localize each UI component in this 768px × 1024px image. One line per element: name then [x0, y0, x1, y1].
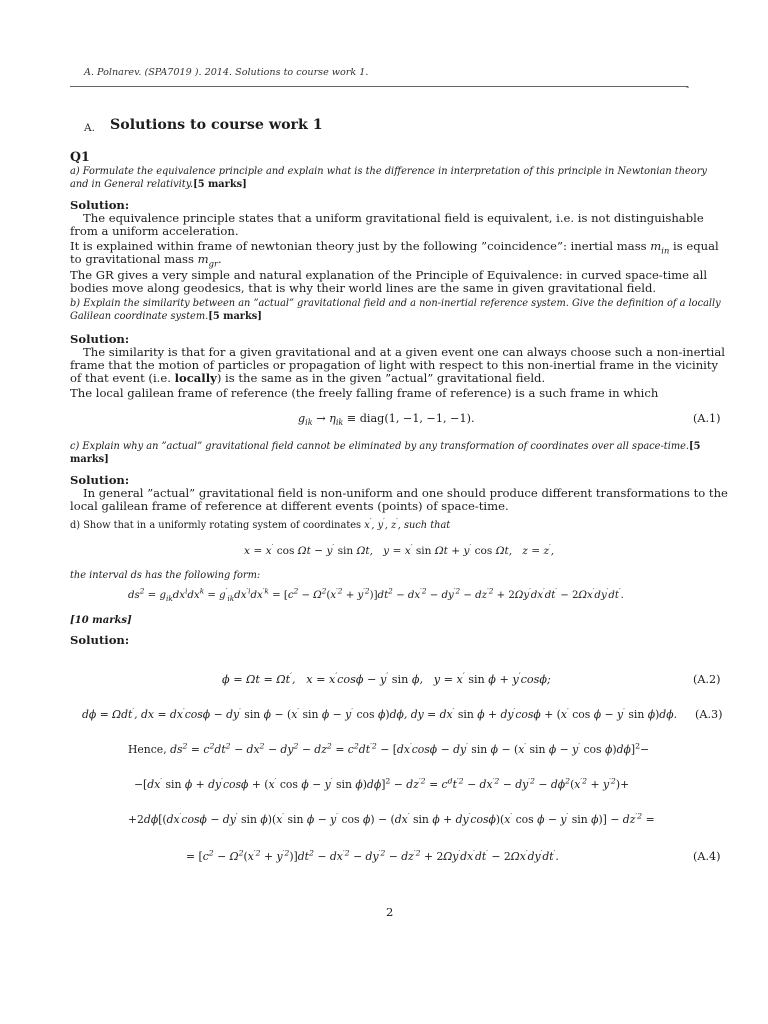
- question-d: [70, 516, 728, 533]
- equation-a2: ϕ = Ωt = Ωt′, x = x′cosϕ − y′ sin ϕ, y = x′ sin ϕ + y′cosϕ;: [222, 671, 551, 686]
- question-b-text: b) Explain the similarity between an ”actual” gravitational field and a non-inertial reference system. Give the definition of a locally Galilean coordinate system.: [70, 298, 721, 322]
- equation-a4-label: (A.4): [693, 850, 721, 863]
- equation-hence-line-2: −[dx′ sin ϕ + dy′cosϕ + (x′ cos ϕ − y′ $\sin \phi)d\phi]^2 - dz^{'2} = c^dt^{'2} - dx^{'2} - dy^{'2} - d\phi^2(x^{'2} + y^{'2})+$: [134, 776, 630, 791]
- solution-b-p1-bold: locally: [174, 371, 217, 385]
- solution-b-label: Solution:: [70, 332, 130, 346]
- question-a-text: a) Formulate the equivalence principle and explain what is the difference in interpretation of this principle in Newtonian theory and in General relativity.: [70, 166, 707, 190]
- solution-b-p1-text-2: ) is the same as in the given ”actual” gravitational field.: [216, 371, 546, 385]
- equation-a4: = $[c^2 - \Omega^2(x^{'2} + y^{'2})]dt^2 - dx^{'2} - dy^{'2} - dz^{'2} + 2\Omega y'dx'dt' - 2\Omega x'dy'dt'$.: [186, 848, 559, 863]
- solution-a-p2-text-3: .: [217, 252, 222, 266]
- question-a: [70, 166, 728, 191]
- equation-interval: $ds^2 = g_{ik}dx^idx^k = g'_{ik}dx^{'i}dx^{'k} = [c^2 - \Omega^2(x^{'2} + y^{'2})]dt^2 - dx^{'2} - dy^{'2} - dz^{'2} + 2\Omega y'dx'dt' - 2\Omega x'dy'dt'$.: [128, 586, 624, 604]
- solution-c-label: Solution:: [70, 473, 130, 487]
- solution-b-paragraph-2: The local galilean frame of reference (the freely falling frame of reference) is a such frame in which: [70, 386, 659, 400]
- equation-a2-label: (A.2): [693, 673, 721, 686]
- equation-a1: $g_{ik} \to \eta_{ik}$ ≡ diag(1, −1, −1, −1).: [298, 412, 475, 428]
- solution-a-paragraph-3: The GR gives a very simple and natural explanation of the Principle of Equivalence: in curved space-time all bodies move along geodesics, that is why their world lines are the same in given gravitational field.: [70, 268, 708, 295]
- equation-a3: dϕ = Ωdt′, dx = dx′cosϕ − dy′ sin ϕ − (x′ sin ϕ − y′ cos ϕ)dϕ, dy = dx′ sin ϕ + dy′cosϕ + (x′ cos ϕ − y′ sin ϕ)dϕ.: [82, 706, 677, 721]
- gravitational-mass-symbol: $m_{gr}$: [197, 252, 218, 269]
- question-a-marks: [5 marks]: [193, 178, 247, 190]
- page-number: 2: [386, 905, 394, 919]
- equation-rotation: x = x′ cos Ωt − y′ sin Ωt, y = x′ sin Ωt + y′ cos Ωt, z = z′,: [244, 542, 555, 557]
- equation-hence-line-1: Hence, $ds^2 = c^2dt^2 - dx^2 - dy^2 - dz^2 = c^2dt^{'2} - [dx'\cos\phi - dy'$ sin ϕ − (x′ sin ϕ − y′ cos ϕ)dϕ]$^2$−: [128, 741, 650, 756]
- solution-b-p1-text-1: The similarity is that for a given gravitational and at a given event one can always choose such a non-inertial frame that the motion of particles or propagation of light with respect to this non-inertial frame in the vicinity of that event (i.e.: [70, 345, 725, 385]
- question-label: Q1: [70, 149, 90, 164]
- question-b-marks: [5 marks]: [208, 310, 262, 322]
- question-b: [70, 298, 728, 323]
- equation-hence-line-3: +2dϕ[(dx′cosϕ − dy′ sin ϕ)(x′ sin ϕ − y′ cos ϕ) − (dx′ sin ϕ + dy′cosϕ)(x′ cos ϕ − y′ $\sin \phi)] - dz^{'2}$ =: [128, 811, 655, 826]
- header-dash: -: [686, 82, 690, 93]
- inertial-mass-symbol: $m_{in}$: [650, 239, 670, 256]
- solution-d-label: Solution:: [70, 633, 130, 647]
- question-c: [70, 441, 728, 466]
- solution-c-paragraph-1: In general ”actual” gravitational field is non-uniform and one should produce different transformations to the local galilean frame of reference at different events (points) of space-time.: [70, 486, 728, 513]
- hence-word: Hence,: [128, 743, 167, 756]
- section-number: A.: [84, 122, 95, 134]
- solution-a-p2-text-2: is equal to gravitational mass: [70, 239, 719, 266]
- solution-a-paragraph-2: [70, 239, 728, 269]
- equation-a3-label: (A.3): [695, 708, 723, 721]
- question-d-marks: [10 marks]: [70, 615, 132, 626]
- solution-b-paragraph-1: [70, 346, 728, 385]
- question-c-marks: [5 marks]: [70, 441, 701, 465]
- header-rule: [70, 86, 688, 87]
- solution-a-label: Solution:: [70, 198, 130, 212]
- question-d-text-2: , such that: [397, 520, 451, 531]
- primed-coordinates: x′, y′, z′: [364, 516, 398, 531]
- section-title: Solutions to course work 1: [110, 117, 323, 133]
- question-d-text-1: d) Show that in a uniformly rotating system of coordinates: [70, 520, 365, 531]
- running-head: A. Polnarev. (SPA7019 ). 2014. Solutions to course work 1.: [84, 67, 369, 78]
- solution-a-paragraph-1: The equivalence principle states that a uniform gravitational field is equivalent, i.e. is not distinguishable from a uniform acceleration.: [70, 211, 704, 238]
- question-c-text: c) Explain why an ”actual” gravitational field cannot be eliminated by any transformation of coordinates over all space-time.: [70, 441, 690, 452]
- equation-a1-label: (A.1): [693, 412, 721, 425]
- solution-a-p2-text-1: It is explained within frame of newtonian theory just by the following ”coincidence”: inertial mass: [70, 239, 651, 253]
- interval-text: the interval ds has the following form:: [70, 570, 261, 581]
